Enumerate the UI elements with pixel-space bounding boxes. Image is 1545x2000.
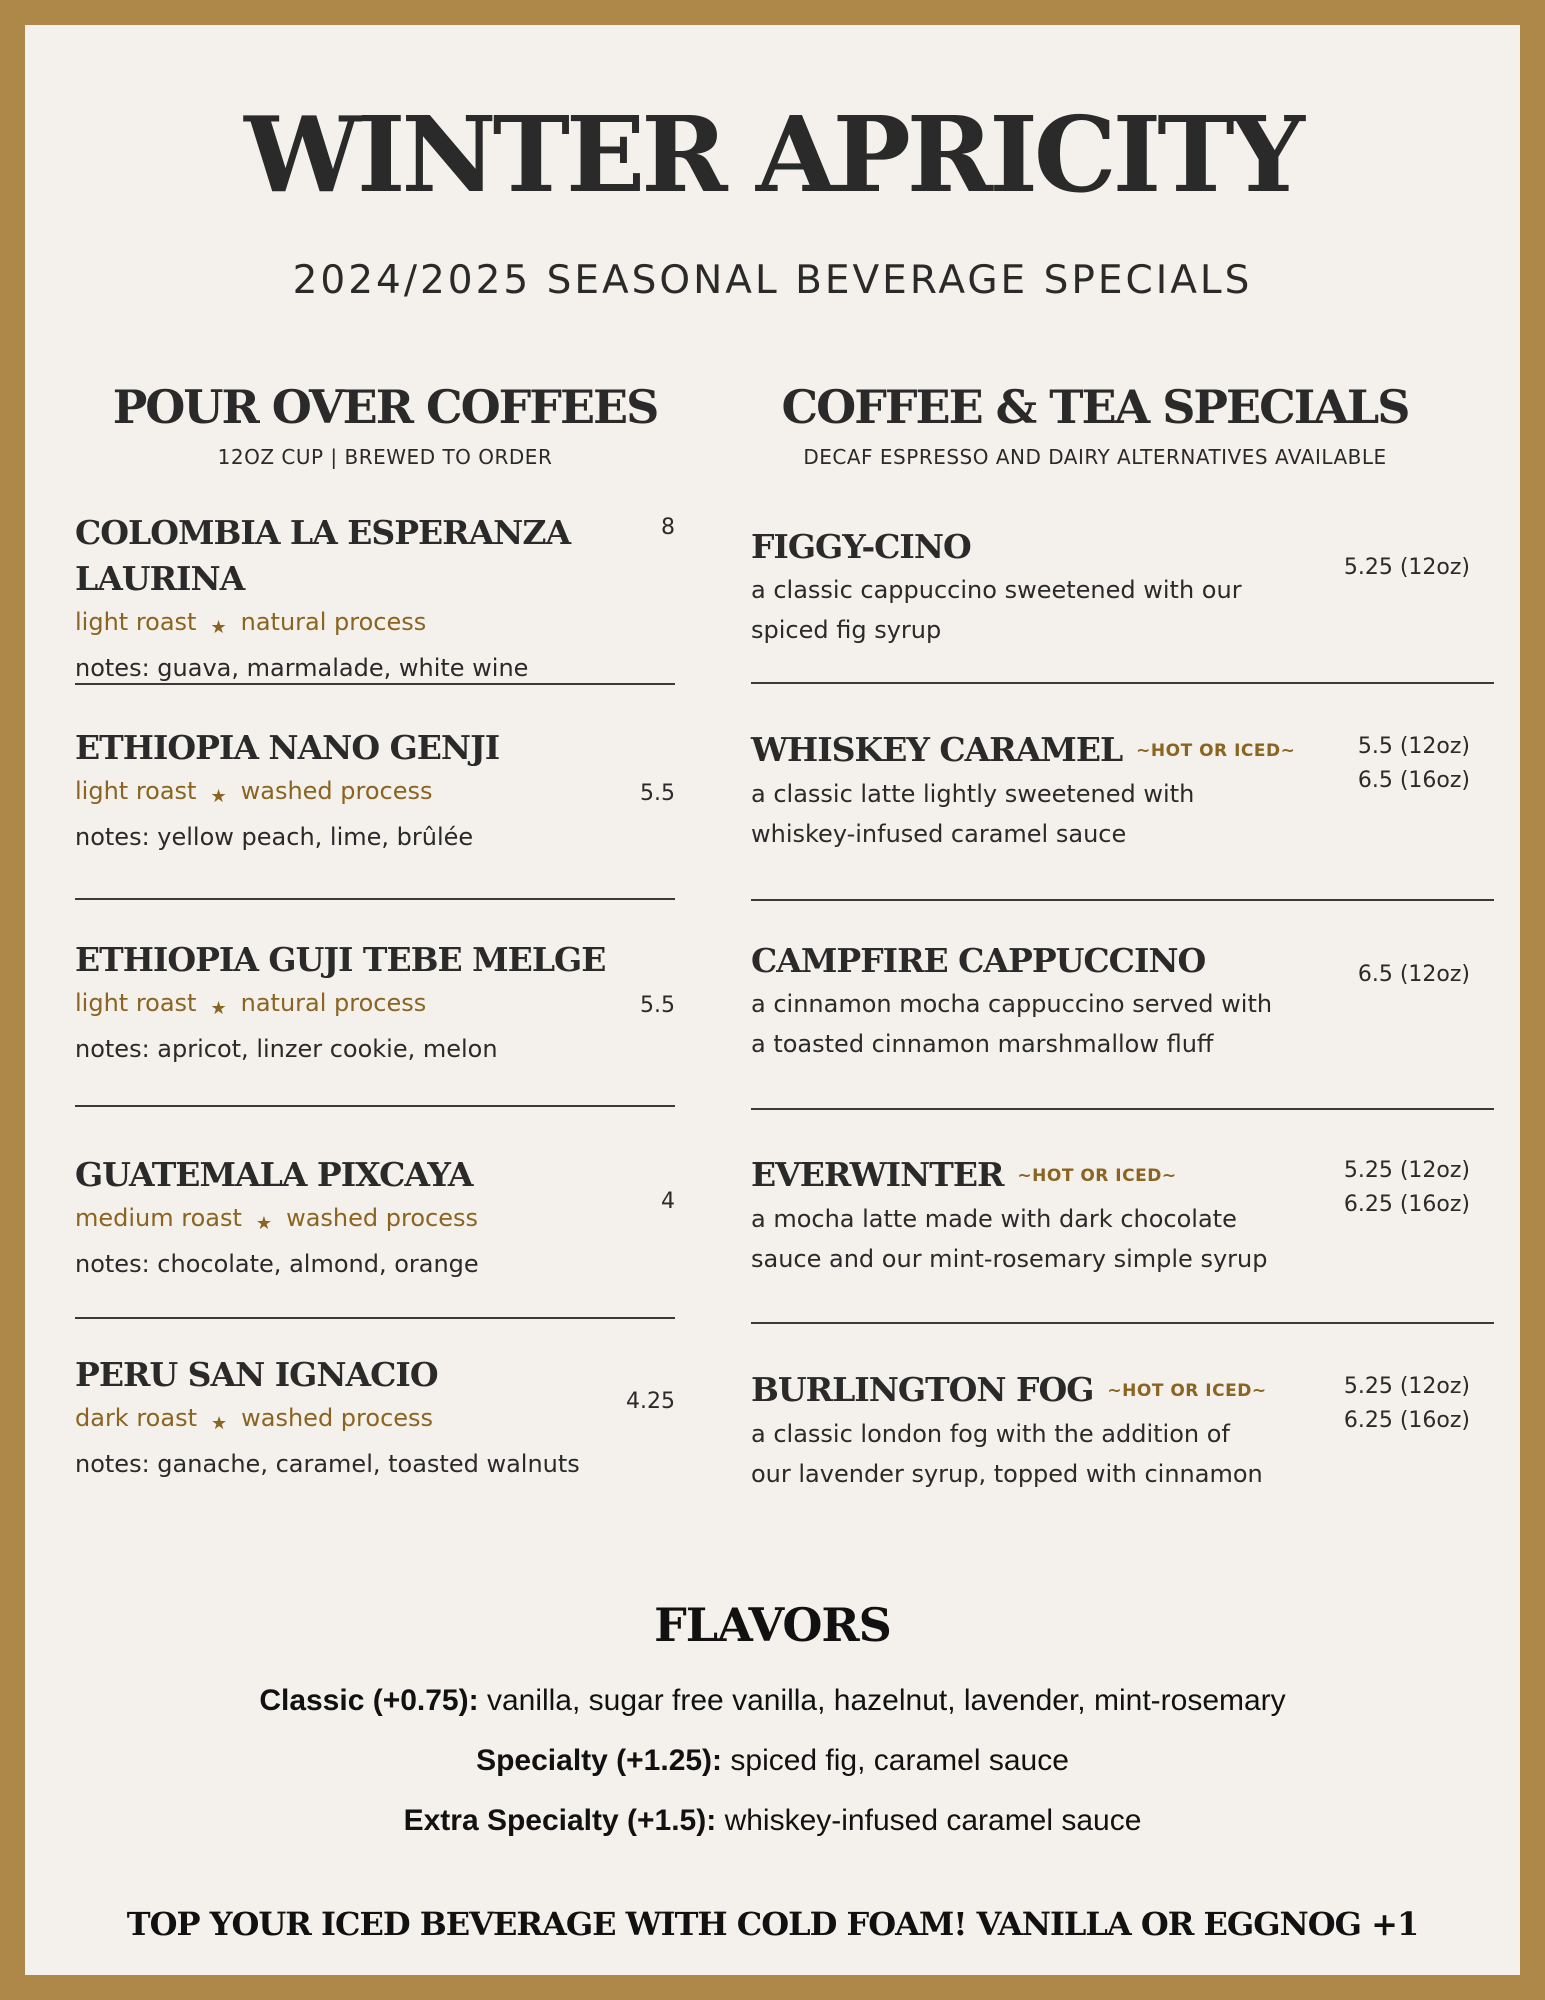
roast-level: light roast xyxy=(75,608,197,636)
price-16oz: 6.5 (16oz) xyxy=(1357,768,1470,793)
pour-over-note: 12OZ CUP | BREWED TO ORDER xyxy=(217,445,553,469)
divider xyxy=(751,1108,1494,1110)
coffee-price: 8 xyxy=(661,515,675,540)
special-description: a cinnamon mocha cappuccino served with xyxy=(751,990,1273,1018)
coffee-notes: notes: chocolate, almond, orange xyxy=(75,1250,479,1278)
coffee-name: ETHIOPIA NANO GENJI xyxy=(75,728,500,767)
divider xyxy=(751,899,1494,901)
hot-or-iced-badge: ~HOT OR ICED~ xyxy=(1017,1166,1177,1186)
roast-level: medium roast xyxy=(75,1204,242,1232)
specials-title: COFFEE & TEA SPECIALS xyxy=(781,380,1409,434)
divider xyxy=(75,683,675,685)
divider xyxy=(751,1322,1494,1324)
roast-level: light roast xyxy=(75,777,197,805)
special-name-line xyxy=(751,1152,1311,1199)
coffee-item xyxy=(75,725,635,857)
special-name: EVERWINTER xyxy=(751,1155,1004,1194)
special-item xyxy=(751,727,1311,854)
coffee-name: COLOMBIA LA ESPERANZA xyxy=(75,513,571,552)
price-12oz: 5.5 (12oz) xyxy=(1357,734,1470,759)
divider xyxy=(75,1105,675,1107)
cold-foam-callout: TOP YOUR ICED BEVERAGE WITH COLD FOAM! VANILLA OR EGGNOG +1 xyxy=(126,1905,1419,1943)
flavor-options: whiskey-infused caramel sauce xyxy=(716,1804,1142,1837)
coffee-name: GUATEMALA PIXCAYA xyxy=(75,1155,473,1194)
coffee-price: 4 xyxy=(661,1189,675,1214)
pour-over-title: POUR OVER COFFEES xyxy=(112,380,658,434)
coffee-roast-line xyxy=(75,602,635,648)
star-icon: ★ xyxy=(210,786,227,807)
star-icon: ★ xyxy=(210,617,227,638)
special-description: a classic london fog with the addition of xyxy=(751,1420,1230,1448)
hot-or-iced-badge: ~HOT OR ICED~ xyxy=(1107,1381,1267,1401)
coffee-notes: notes: apricot, linzer cookie, melon xyxy=(75,1035,498,1063)
price-12oz: 6.5 (12oz) xyxy=(1357,962,1470,987)
special-description: our lavender syrup, topped with cinnamon xyxy=(751,1460,1263,1488)
coffee-price: 5.5 xyxy=(640,993,675,1018)
special-description: whiskey-infused caramel sauce xyxy=(751,820,1127,848)
special-price xyxy=(1275,1370,1470,1438)
special-name: BURLINGTON FOG xyxy=(751,1370,1094,1409)
divider xyxy=(75,898,675,900)
roast-level: dark roast xyxy=(75,1404,197,1432)
process-type: natural process xyxy=(240,608,427,636)
divider xyxy=(75,1317,675,1319)
price-16oz: 6.25 (16oz) xyxy=(1343,1408,1470,1433)
coffee-roast-line xyxy=(75,1398,635,1444)
flavor-label: Classic (+0.75): xyxy=(259,1684,479,1717)
special-name: FIGGY-CINO xyxy=(751,527,971,566)
special-name-line xyxy=(751,524,1311,570)
coffee-roast-line xyxy=(75,771,635,817)
special-item xyxy=(751,1152,1311,1279)
process-type: washed process xyxy=(240,777,433,805)
flavor-line-specialty xyxy=(25,1746,1520,1776)
price-16oz: 6.25 (16oz) xyxy=(1343,1192,1470,1217)
star-icon: ★ xyxy=(255,1213,273,1234)
coffee-roast-line xyxy=(75,1198,635,1244)
coffee-name: PERU SAN IGNACIO xyxy=(75,1355,438,1394)
flavors-title: FLAVORS xyxy=(654,1598,891,1652)
coffee-item xyxy=(75,1352,635,1484)
special-name-line xyxy=(751,727,1311,774)
special-description: spiced fig syrup xyxy=(751,616,942,644)
coffee-price: 5.5 xyxy=(640,781,675,806)
special-description: a classic latte lightly sweetened with xyxy=(751,780,1195,808)
star-icon: ★ xyxy=(210,1413,228,1434)
flavor-label: Extra Specialty (+1.5): xyxy=(403,1804,717,1837)
specials-note: DECAF ESPRESSO AND DAIRY ALTERNATIVES AVAILABLE xyxy=(803,445,1387,469)
process-type: natural process xyxy=(240,989,427,1017)
coffee-item xyxy=(75,510,635,688)
process-type: washed process xyxy=(241,1404,434,1432)
coffee-item xyxy=(75,937,635,1069)
special-name: CAMPFIRE CAPPUCCINO xyxy=(751,941,1206,980)
page-title: WINTER APRICITY xyxy=(244,93,1301,216)
coffee-notes: notes: yellow peach, lime, brûlée xyxy=(75,823,474,851)
special-description: sauce and our mint-rosemary simple syrup xyxy=(751,1245,1268,1273)
flavor-options: spiced fig, caramel sauce xyxy=(722,1744,1069,1777)
special-description: a classic cappuccino sweetened with our xyxy=(751,576,1242,604)
special-name-line xyxy=(751,938,1311,984)
star-icon: ★ xyxy=(210,998,227,1019)
flavor-line-classic xyxy=(25,1686,1520,1716)
menu-sheet xyxy=(25,25,1520,1975)
special-description: a mocha latte made with dark chocolate xyxy=(751,1205,1237,1233)
process-type: washed process xyxy=(286,1204,478,1232)
special-item xyxy=(751,524,1311,650)
special-item xyxy=(751,938,1311,1064)
special-price xyxy=(1275,730,1470,798)
coffee-item xyxy=(75,1152,635,1284)
price-12oz: 5.25 (12oz) xyxy=(1343,1374,1470,1399)
hot-or-iced-badge: ~HOT OR ICED~ xyxy=(1136,741,1296,761)
coffee-name: ETHIOPIA GUJI TEBE MELGE xyxy=(75,940,606,979)
coffee-notes: notes: ganache, caramel, toasted walnuts xyxy=(75,1450,580,1478)
price-12oz: 5.25 (12oz) xyxy=(1343,1158,1470,1183)
coffee-notes: notes: guava, marmalade, white wine xyxy=(75,654,529,682)
coffee-price: 4.25 xyxy=(626,1389,675,1414)
flavor-line-extra-specialty xyxy=(25,1806,1520,1836)
special-name-line xyxy=(751,1367,1311,1414)
special-item xyxy=(751,1367,1311,1494)
special-price xyxy=(1275,551,1470,585)
page-subtitle: 2024/2025 SEASONAL BEVERAGE SPECIALS xyxy=(292,258,1253,303)
flavor-label: Specialty (+1.25): xyxy=(476,1744,723,1777)
special-name: WHISKEY CARAMEL xyxy=(751,730,1123,769)
coffee-name: LAURINA xyxy=(75,559,245,598)
flavor-options: vanilla, sugar free vanilla, hazelnut, lavender, mint-rosemary xyxy=(478,1684,1286,1717)
divider xyxy=(751,682,1494,684)
special-price xyxy=(1275,958,1470,992)
special-price xyxy=(1275,1154,1470,1222)
price-12oz: 5.25 (12oz) xyxy=(1343,555,1470,580)
roast-level: light roast xyxy=(75,989,197,1017)
special-description: a toasted cinnamon marshmallow fluff xyxy=(751,1030,1214,1058)
coffee-roast-line xyxy=(75,983,635,1029)
